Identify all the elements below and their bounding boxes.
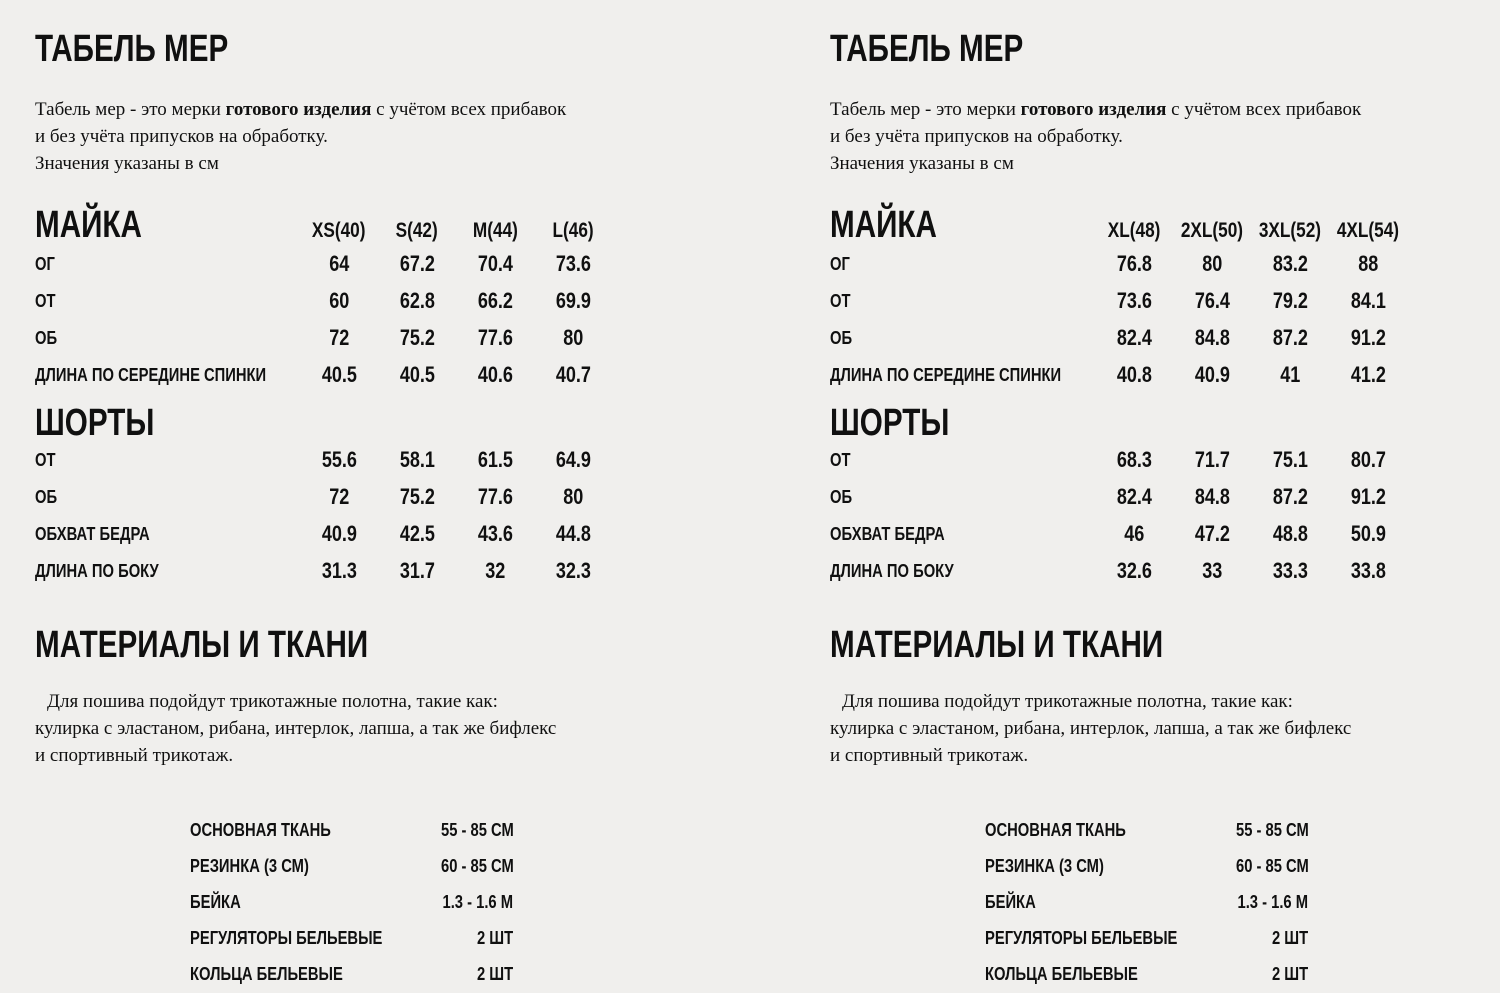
measurement-value-text: 80.7 xyxy=(1350,447,1386,473)
intro-line-1 xyxy=(830,96,1500,123)
material-value-text: 1.3 - 1.6 М xyxy=(442,892,514,913)
measurement-value xyxy=(456,320,534,357)
measurement-value-text: 42.5 xyxy=(399,521,435,547)
measurement-value xyxy=(1329,246,1407,283)
measurement-label xyxy=(35,320,300,357)
garment-title-text: МАЙКА xyxy=(830,204,937,247)
materials-title xyxy=(35,623,750,666)
intro-line-1-post: с учётом всех прибавок xyxy=(371,98,567,120)
materials-description-line-3: и спортивный трикотаж. xyxy=(35,744,234,766)
size-column-header xyxy=(1095,197,1173,246)
measurement-value xyxy=(1251,516,1329,553)
material-value-text: 2 ШТ xyxy=(477,964,514,985)
garment-title-text: ШОРТЫ xyxy=(35,401,155,444)
sheet-title-text: ТАБЕЛЬ МЕР xyxy=(35,28,229,70)
size-column-header xyxy=(534,197,612,246)
measurement-value-text: 64 xyxy=(328,251,350,277)
measurement-value xyxy=(300,516,378,553)
measurement-label xyxy=(35,442,300,479)
measurement-value-text: 87.2 xyxy=(1272,484,1308,510)
measurement-value xyxy=(300,442,378,479)
material-label xyxy=(985,885,1220,921)
measurement-value xyxy=(1095,357,1173,394)
measurement-value-text: 48.8 xyxy=(1272,521,1308,547)
measurement-value-text: 80 xyxy=(562,484,584,510)
measurement-label xyxy=(830,516,1095,553)
size-column-header-text: M(44) xyxy=(472,218,518,242)
measurement-value-text: 80 xyxy=(562,325,584,351)
measurement-value xyxy=(1173,246,1251,283)
measurement-value-text: 68.3 xyxy=(1116,447,1152,473)
measurement-label-text: ОБ xyxy=(830,486,853,507)
intro-line-3: Значения указаны в см xyxy=(830,152,1014,174)
size-column-header xyxy=(300,197,378,246)
materials-description-line-2: кулирка с эластаном, рибана, интерлок, лапша, а так же бифлекс xyxy=(35,717,557,739)
measurement-value-text: 70.4 xyxy=(477,251,513,277)
material-value-text: 55 - 85 СМ xyxy=(1235,820,1309,841)
measurement-label xyxy=(830,357,1095,394)
measurement-value-text: 87.2 xyxy=(1272,325,1308,351)
materials-title xyxy=(830,623,1500,666)
measurement-label-text: ОТ xyxy=(35,449,56,470)
measurement-value xyxy=(1251,442,1329,479)
size-column-header xyxy=(1173,197,1251,246)
materials-description xyxy=(830,688,1500,769)
measurement-label-text: ДЛИНА ПО СЕРЕДИНЕ СПИНКИ xyxy=(35,364,267,385)
measurement-value-text: 44.8 xyxy=(555,521,591,547)
measurement-value xyxy=(1251,479,1329,516)
measurement-label xyxy=(35,246,300,283)
measurement-value-text: 60 xyxy=(328,288,350,314)
measurement-value xyxy=(378,246,456,283)
measurement-value xyxy=(1173,283,1251,320)
material-value-text: 2 ШТ xyxy=(1272,964,1309,985)
size-column-header xyxy=(1329,197,1407,246)
size-column-header-text: 2XL(50) xyxy=(1180,218,1244,242)
measurement-value-text: 40.8 xyxy=(1116,362,1152,388)
measurement-value-text: 40.9 xyxy=(1194,362,1230,388)
intro-line-1-bold: готового изделия xyxy=(225,98,372,120)
measurement-label xyxy=(830,479,1095,516)
measurement-value-text: 73.6 xyxy=(555,251,591,277)
size-column-header-text: XS(40) xyxy=(312,218,366,242)
measurement-label xyxy=(35,357,300,394)
measurement-value-text: 40.7 xyxy=(555,362,591,388)
measurement-label xyxy=(830,442,1095,479)
measurement-value xyxy=(456,283,534,320)
material-value xyxy=(1220,957,1309,993)
measurement-label-text: ОТ xyxy=(830,449,851,470)
measurement-label-text: ДЛИНА ПО БОКУ xyxy=(35,560,159,581)
material-value-text: 2 ШТ xyxy=(477,928,514,949)
material-value xyxy=(1220,885,1309,921)
measurement-value xyxy=(1095,479,1173,516)
measurement-value xyxy=(1095,442,1173,479)
sheet-title-text: ТАБЕЛЬ МЕР xyxy=(830,28,1024,70)
measurement-value xyxy=(1329,357,1407,394)
size-column-header-text: S(42) xyxy=(395,218,439,242)
material-value xyxy=(425,885,514,921)
measurement-value-text: 50.9 xyxy=(1350,521,1386,547)
material-value-text: 1.3 - 1.6 М xyxy=(1237,892,1309,913)
measurement-label xyxy=(830,553,1095,590)
measurement-label xyxy=(830,246,1095,283)
measurement-value-text: 32 xyxy=(484,558,506,584)
measurement-table xyxy=(35,396,612,590)
measurement-value-text: 32.3 xyxy=(555,558,591,584)
measurement-value xyxy=(300,357,378,394)
materials-description-line-3: и спортивный трикотаж. xyxy=(830,744,1029,766)
measurement-value xyxy=(1329,442,1407,479)
measurement-value xyxy=(1095,516,1173,553)
measurement-value xyxy=(534,479,612,516)
measurement-value xyxy=(378,442,456,479)
material-value-text: 2 ШТ xyxy=(1272,928,1309,949)
measurement-value-text: 75.1 xyxy=(1272,447,1308,473)
measurement-value xyxy=(1173,357,1251,394)
measurement-table xyxy=(35,197,612,394)
material-label-text: ОСНОВНАЯ ТКАНЬ xyxy=(190,820,331,841)
measurement-value-text: 76.8 xyxy=(1116,251,1152,277)
material-value-text: 60 - 85 СМ xyxy=(1235,856,1309,877)
measurement-value xyxy=(456,357,534,394)
material-value-text: 60 - 85 СМ xyxy=(440,856,514,877)
measurement-value-text: 62.8 xyxy=(399,288,435,314)
materials-title-text: МАТЕРИАЛЫ И ТКАНИ xyxy=(830,623,1164,666)
measurement-value xyxy=(378,283,456,320)
measurement-label-text: ОГ xyxy=(830,253,850,274)
measurement-value-text: 64.9 xyxy=(555,447,591,473)
measurement-value-text: 41.2 xyxy=(1350,362,1386,388)
measurement-table xyxy=(830,396,1407,590)
measurement-value xyxy=(534,553,612,590)
measurement-value-text: 40.9 xyxy=(321,521,357,547)
sheet-title xyxy=(830,30,1500,70)
measurement-value-text: 46 xyxy=(1123,521,1145,547)
materials-description-line-1: Для пошива подойдут трикотажные полотна, такие как: xyxy=(47,690,498,712)
materials-title-text: МАТЕРИАЛЫ И ТКАНИ xyxy=(35,623,369,666)
material-label xyxy=(190,885,425,921)
measurement-value xyxy=(1329,479,1407,516)
measurement-label-text: ДЛИНА ПО БОКУ xyxy=(830,560,954,581)
measurement-label xyxy=(35,283,300,320)
intro-line-2: и без учёта припусков на обработку. xyxy=(35,125,328,147)
measurement-value xyxy=(1173,442,1251,479)
material-label-text: РЕГУЛЯТОРЫ БЕЛЬЕВЫЕ xyxy=(985,928,1178,949)
measurement-value-text: 61.5 xyxy=(477,447,513,473)
measurement-value xyxy=(378,479,456,516)
measurement-value xyxy=(378,516,456,553)
material-value xyxy=(425,957,514,993)
measurement-value xyxy=(1329,283,1407,320)
intro-line-1-post: с учётом всех прибавок xyxy=(1166,98,1362,120)
measurement-value xyxy=(534,246,612,283)
size-column-header-text: 3XL(52) xyxy=(1258,218,1322,242)
measurement-value xyxy=(1173,553,1251,590)
intro-line-1-pre: Табель мер - это мерки xyxy=(35,98,226,120)
measurement-value xyxy=(1329,320,1407,357)
measurement-value xyxy=(1251,357,1329,394)
measurement-value xyxy=(378,553,456,590)
measurement-value-text: 31.7 xyxy=(399,558,435,584)
measurement-label-text: ОТ xyxy=(35,290,56,311)
material-value-text: 55 - 85 СМ xyxy=(440,820,514,841)
material-value xyxy=(1220,849,1309,885)
measurement-label-text: ОБХВАТ БЕДРА xyxy=(830,523,945,544)
measurement-label-text: ОБ xyxy=(830,327,853,348)
materials-description-line-1: Для пошива подойдут трикотажные полотна, такие как: xyxy=(842,690,1293,712)
measurement-value-text: 66.2 xyxy=(477,288,513,314)
measurement-label-text: ОБХВАТ БЕДРА xyxy=(35,523,150,544)
measurement-value-text: 75.2 xyxy=(399,325,435,351)
measurement-value-text: 41 xyxy=(1279,362,1301,388)
measurement-value-text: 84.1 xyxy=(1350,288,1386,314)
measurement-value-text: 75.2 xyxy=(399,484,435,510)
material-value xyxy=(1220,813,1309,849)
material-label xyxy=(985,921,1220,957)
material-value xyxy=(425,921,514,957)
garment-title xyxy=(35,198,300,247)
measurement-value xyxy=(1251,320,1329,357)
measurement-label xyxy=(830,283,1095,320)
measurement-value-text: 40.6 xyxy=(477,362,513,388)
material-label-text: ОСНОВНАЯ ТКАНЬ xyxy=(985,820,1126,841)
material-value xyxy=(1220,921,1309,957)
measurement-value xyxy=(1095,246,1173,283)
material-label-text: БЕЙКА xyxy=(190,892,241,913)
measurement-label xyxy=(830,320,1095,357)
materials-description-line-2: кулирка с эластаном, рибана, интерлок, лапша, а так же бифлекс xyxy=(830,717,1352,739)
material-label xyxy=(190,921,425,957)
measurement-value-text: 40.5 xyxy=(321,362,357,388)
measurement-label xyxy=(35,479,300,516)
measurement-value-text: 88 xyxy=(1357,251,1379,277)
measurement-value xyxy=(300,320,378,357)
measurement-value-text: 91.2 xyxy=(1350,484,1386,510)
measurement-value xyxy=(456,246,534,283)
measurement-value-text: 58.1 xyxy=(399,447,435,473)
measurement-value-text: 79.2 xyxy=(1272,288,1308,314)
measurement-value-text: 32.6 xyxy=(1116,558,1152,584)
materials-list xyxy=(985,813,1309,993)
measurement-value xyxy=(1095,553,1173,590)
material-label xyxy=(985,957,1220,993)
size-chart-column xyxy=(750,0,1500,993)
measurement-value xyxy=(300,246,378,283)
measurement-value-text: 72 xyxy=(328,325,350,351)
intro-line-1 xyxy=(35,96,750,123)
measurement-value xyxy=(456,442,534,479)
measurement-value xyxy=(1329,516,1407,553)
measurement-value xyxy=(1173,320,1251,357)
material-label xyxy=(190,849,425,885)
intro-line-2: и без учёта припусков на обработку. xyxy=(830,125,1123,147)
measurement-value-text: 67.2 xyxy=(399,251,435,277)
measurement-value xyxy=(534,320,612,357)
measurement-value xyxy=(378,357,456,394)
size-column-header-text: XL(48) xyxy=(1107,218,1161,242)
measurement-value-text: 72 xyxy=(328,484,350,510)
measurement-label-text: ОТ xyxy=(830,290,851,311)
intro-line-3: Значения указаны в см xyxy=(35,152,219,174)
measurement-label-text: ОГ xyxy=(35,253,55,274)
size-column-header xyxy=(1251,197,1329,246)
measurement-value-text: 76.4 xyxy=(1194,288,1230,314)
measurement-value xyxy=(534,516,612,553)
garment-title xyxy=(35,396,300,442)
measurement-label-text: ОБ xyxy=(35,486,58,507)
size-column-header-text: L(46) xyxy=(552,218,594,242)
material-label xyxy=(190,813,425,849)
garment-title xyxy=(830,198,1095,247)
material-value xyxy=(425,813,514,849)
material-label-text: КОЛЬЦА БЕЛЬЕВЫЕ xyxy=(190,964,343,985)
materials-description xyxy=(35,688,750,769)
measurement-value xyxy=(1173,516,1251,553)
intro-line-1-pre: Табель мер - это мерки xyxy=(830,98,1021,120)
measurement-value xyxy=(1095,283,1173,320)
measurement-value xyxy=(456,553,534,590)
materials-list xyxy=(190,813,514,993)
measurement-value xyxy=(378,320,456,357)
material-label-text: РЕЗИНКА (3 СМ) xyxy=(985,856,1104,877)
measurement-value-text: 33.3 xyxy=(1272,558,1308,584)
measurement-value-text: 40.5 xyxy=(399,362,435,388)
measurement-value-text: 55.6 xyxy=(321,447,357,473)
garment-title-text: ШОРТЫ xyxy=(830,401,950,444)
size-column-header xyxy=(378,197,456,246)
measurement-value-text: 84.8 xyxy=(1194,325,1230,351)
measurement-value xyxy=(456,479,534,516)
measurement-value xyxy=(1095,320,1173,357)
measurement-label-text: ДЛИНА ПО СЕРЕДИНЕ СПИНКИ xyxy=(830,364,1062,385)
material-label-text: РЕЗИНКА (3 СМ) xyxy=(190,856,309,877)
size-column-header xyxy=(456,197,534,246)
measurement-value xyxy=(1329,553,1407,590)
measurement-tables xyxy=(830,197,1500,590)
measurement-value xyxy=(300,553,378,590)
measurement-value xyxy=(300,283,378,320)
measurement-value-text: 82.4 xyxy=(1116,325,1152,351)
measurement-value-text: 43.6 xyxy=(477,521,513,547)
measurement-value-text: 91.2 xyxy=(1350,325,1386,351)
measurement-value-text: 80 xyxy=(1201,251,1223,277)
measurement-value xyxy=(456,516,534,553)
material-label xyxy=(985,849,1220,885)
material-label xyxy=(190,957,425,993)
measurement-table xyxy=(830,197,1407,394)
intro-text xyxy=(830,96,1500,177)
material-label xyxy=(985,813,1220,849)
intro-line-1-bold: готового изделия xyxy=(1020,98,1167,120)
measurement-value-text: 31.3 xyxy=(321,558,357,584)
sheet-title xyxy=(35,30,750,70)
garment-title-text: МАЙКА xyxy=(35,204,142,247)
intro-text xyxy=(35,96,750,177)
material-label-text: РЕГУЛЯТОРЫ БЕЛЬЕВЫЕ xyxy=(190,928,383,949)
measurement-value-text: 77.6 xyxy=(477,484,513,510)
measurement-value xyxy=(534,283,612,320)
material-label-text: БЕЙКА xyxy=(985,892,1036,913)
measurement-value-text: 71.7 xyxy=(1194,447,1230,473)
measurement-value-text: 82.4 xyxy=(1116,484,1152,510)
measurement-value-text: 33.8 xyxy=(1350,558,1386,584)
measurement-value xyxy=(1251,553,1329,590)
measurement-value-text: 77.6 xyxy=(477,325,513,351)
measurement-value xyxy=(534,357,612,394)
measurement-label-text: ОБ xyxy=(35,327,58,348)
size-column-header-text: 4XL(54) xyxy=(1336,218,1400,242)
measurement-value-text: 73.6 xyxy=(1116,288,1152,314)
measurement-value xyxy=(300,479,378,516)
material-value xyxy=(425,849,514,885)
measurement-value-text: 84.8 xyxy=(1194,484,1230,510)
garment-title xyxy=(830,396,1095,442)
measurement-value xyxy=(534,442,612,479)
measurement-label xyxy=(35,516,300,553)
measurement-tables xyxy=(35,197,750,590)
measurement-value-text: 83.2 xyxy=(1272,251,1308,277)
measurement-value xyxy=(1251,246,1329,283)
material-label-text: КОЛЬЦА БЕЛЬЕВЫЕ xyxy=(985,964,1138,985)
measurement-value xyxy=(1251,283,1329,320)
measurement-value-text: 69.9 xyxy=(555,288,591,314)
measurement-label xyxy=(35,553,300,590)
measurement-value-text: 47.2 xyxy=(1194,521,1230,547)
measurement-value-text: 33 xyxy=(1201,558,1223,584)
measurement-value xyxy=(1173,479,1251,516)
